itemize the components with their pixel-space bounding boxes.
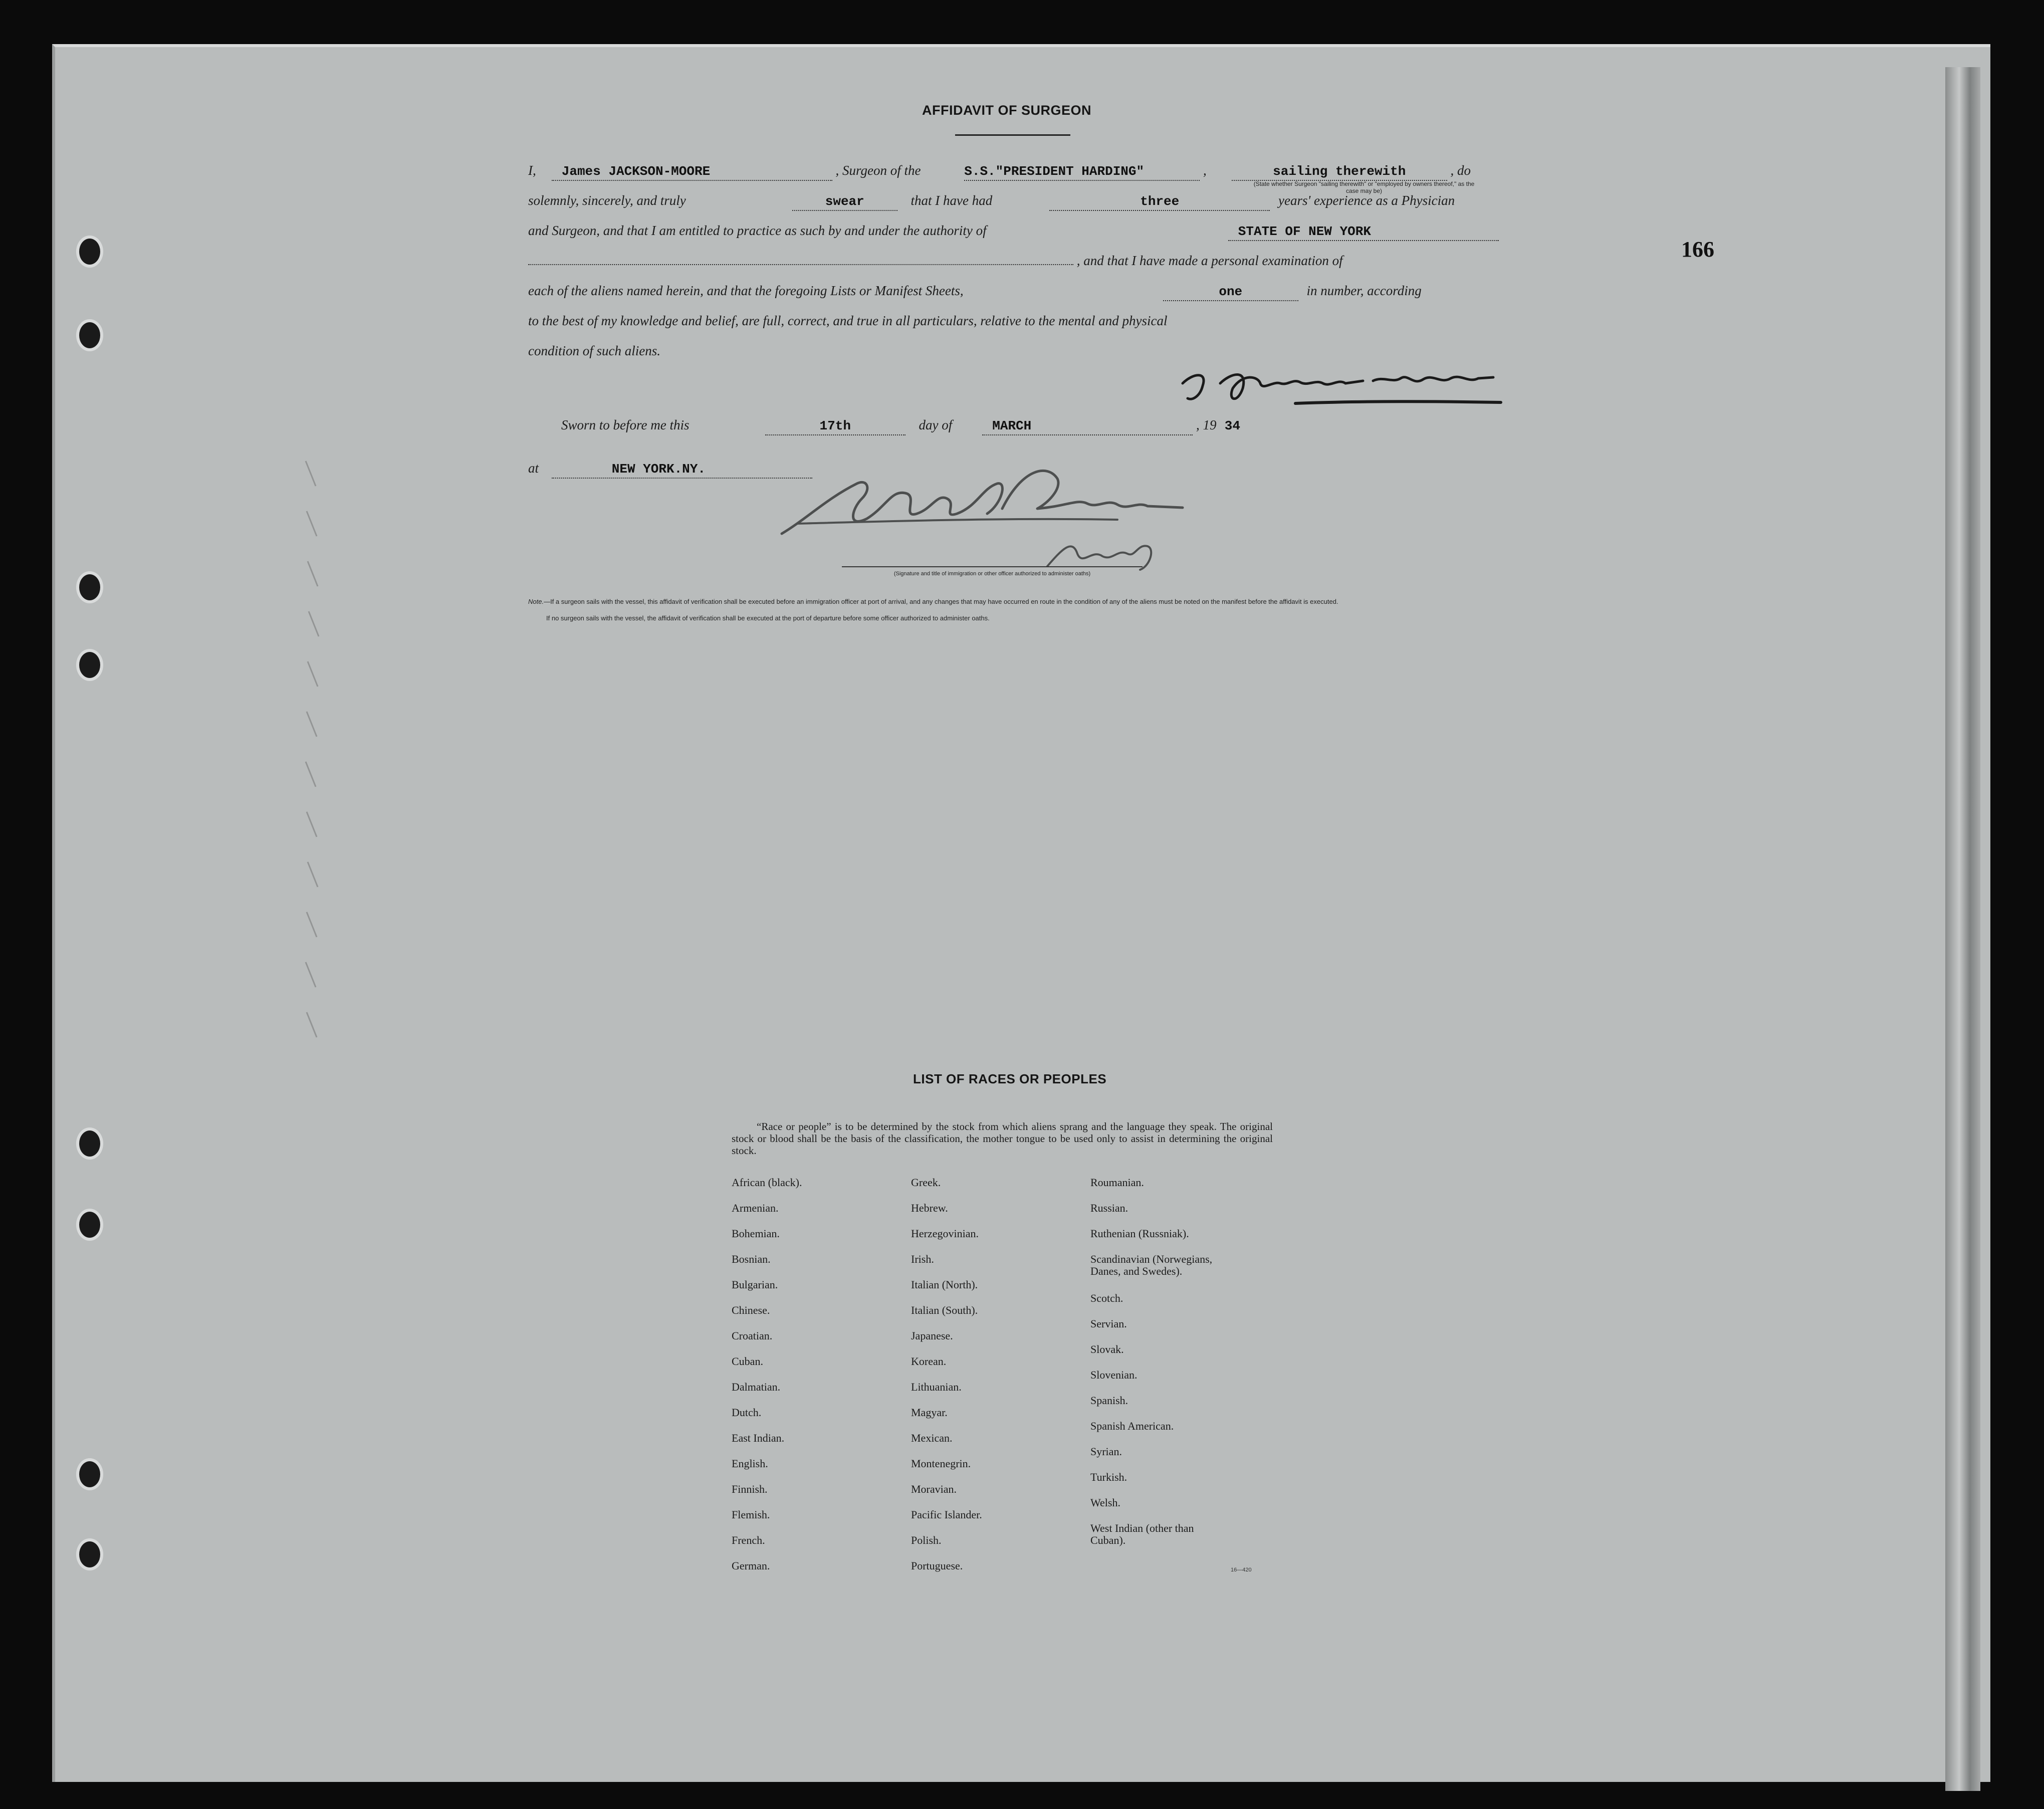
race-item: Scotch.: [1090, 1292, 1123, 1304]
affidavit-line-4: [528, 250, 1495, 272]
sheet-count-field: one: [1163, 283, 1298, 301]
race-item: Dutch.: [732, 1406, 762, 1419]
sworn-month-field: MARCH: [982, 417, 1193, 435]
authority-continuation-field: [528, 264, 1073, 265]
years-experience-field: three: [1049, 193, 1270, 211]
race-item: Turkish.: [1090, 1471, 1127, 1483]
officer-caption: (Signature and title of immigration or other officer authorized to administer oaths): [893, 571, 1091, 577]
line-text: solemnly, sincerely, and truly: [528, 193, 686, 208]
race-item: Chinese.: [732, 1304, 770, 1316]
race-item: Japanese.: [911, 1329, 953, 1342]
note-surgeon-sails: [528, 598, 1495, 605]
surgeon-signature: [1173, 353, 1508, 413]
line-text: condition of such aliens.: [528, 343, 660, 358]
manifest-page: [52, 44, 1990, 1782]
surgeon-name-field: James JACKSON-MOORE: [552, 163, 832, 181]
line-text: that I have had: [911, 193, 993, 208]
race-item: Italian (North).: [911, 1278, 978, 1291]
line-text: at: [528, 461, 539, 476]
binder-hole: [76, 571, 103, 603]
line-text: years' experience as a Physician: [1278, 193, 1455, 208]
note-label: Note.: [528, 598, 544, 605]
race-item: Greek.: [911, 1176, 941, 1189]
race-item: East Indian.: [732, 1432, 785, 1444]
note-no-surgeon: If no surgeon sails with the vessel, the affidavit of verification shall be executed at the port of departure before some officer authorized to administer oaths.: [546, 614, 990, 622]
affidavit-line-1: [528, 159, 1495, 181]
line-text: ,: [1203, 163, 1207, 178]
race-item: Roumanian.: [1090, 1176, 1144, 1189]
sworn-day-field: 17th: [765, 417, 905, 435]
race-item: Irish.: [911, 1253, 934, 1265]
scratch-marks: [296, 451, 341, 1102]
race-item: Slovak.: [1090, 1343, 1124, 1355]
race-item: Polish.: [911, 1534, 942, 1546]
affidavit-line-3: [528, 219, 1495, 242]
title-underline: [955, 134, 1070, 136]
line-text: to the best of my knowledge and belief, are full, correct, and true in all particulars, relative to the mental and physical: [528, 313, 1168, 328]
race-item: Armenian.: [732, 1202, 779, 1214]
page-edge: [1945, 67, 1980, 1791]
race-item: Bulgarian.: [732, 1278, 778, 1291]
race-item: Magyar.: [911, 1406, 948, 1419]
race-item: Mexican.: [911, 1432, 953, 1444]
races-column-3: [1090, 1177, 1212, 1561]
vessel-name-field: S.S."PRESIDENT HARDING": [964, 163, 1200, 181]
race-item: African (black).: [732, 1176, 802, 1189]
race-item: Korean.: [911, 1355, 947, 1368]
line-text: , 19: [1196, 417, 1217, 432]
oath-type-field: swear: [792, 193, 897, 211]
race-item: Herzegovinian.: [911, 1227, 979, 1240]
races-column-2: [911, 1177, 982, 1586]
race-item: Syrian.: [1090, 1445, 1122, 1458]
race-item: Dalmatian.: [732, 1381, 781, 1393]
race-item: Montenegrin.: [911, 1457, 971, 1470]
place-field: NEW YORK.NY.: [552, 461, 812, 479]
binder-hole: [76, 1538, 103, 1570]
race-item: Ruthenian (Russniak).: [1090, 1227, 1189, 1240]
races-intro: “Race or people” is to be determined by the stock from which aliens sprang and the language they speak. The original stock or blood shall be the basis of the classification, the mother tongue to be used only to assist in determining the original stock.: [732, 1120, 1273, 1157]
race-item: West Indian (other than Cuban).: [1090, 1522, 1194, 1546]
race-item: Pacific Islander.: [911, 1508, 982, 1521]
line-text: Sworn to before me this: [561, 417, 690, 432]
authority-field: STATE OF NEW YORK: [1228, 223, 1499, 241]
race-item: French.: [732, 1534, 765, 1546]
officer-signature: [767, 459, 1208, 579]
race-item: Slovenian.: [1090, 1369, 1138, 1381]
sworn-year-field: 34: [1224, 418, 1240, 433]
race-item: Portuguese.: [911, 1559, 963, 1572]
line-text: and Surgeon, and that I am entitled to practice as such by and under the authority of: [528, 223, 987, 238]
line-text: , and that I have made a personal examination of: [1076, 253, 1343, 268]
note-text: —If a surgeon sails with the vessel, this affidavit of verification shall be executed before an immigration officer at port of arrival, and any changes that may have occurred en route in the condition of any of the aliens must be noted on the manifest before the affidavit is executed.: [544, 598, 1338, 605]
race-item: Flemish.: [732, 1508, 770, 1521]
affidavit-line-6: [528, 310, 1495, 332]
surgeon-status-field: sailing therewith: [1232, 163, 1447, 181]
line-text: in number, according: [1306, 283, 1422, 298]
race-item: Cuban.: [732, 1355, 763, 1368]
race-item: Croatian.: [732, 1329, 773, 1342]
line-text: , do: [1450, 163, 1471, 178]
race-item: Finnish.: [732, 1483, 768, 1495]
binder-hole: [76, 236, 103, 268]
race-item: Lithuanian.: [911, 1381, 962, 1393]
race-item: English.: [732, 1457, 768, 1470]
affidavit-line-5: [528, 280, 1495, 302]
page-number: 166: [1681, 237, 1714, 262]
race-item: Bosnian.: [732, 1253, 771, 1265]
race-item: Bohemian.: [732, 1227, 780, 1240]
races-title: LIST OF RACES OR PEOPLES: [913, 1071, 1107, 1086]
binder-hole: [76, 319, 103, 351]
line-text: , Surgeon of the: [835, 163, 921, 178]
form-code: 16—420: [1231, 1567, 1252, 1573]
binder-hole: [76, 1127, 103, 1160]
races-column-1: [732, 1177, 802, 1586]
line-text: I,: [528, 163, 536, 178]
binder-hole: [76, 1209, 103, 1241]
affidavit-title: AFFIDAVIT OF SURGEON: [922, 103, 1091, 118]
race-item: Spanish American.: [1090, 1420, 1174, 1432]
line-text: each of the aliens named herein, and that the foregoing Lists or Manifest Sheets,: [528, 283, 964, 298]
race-item: German.: [732, 1559, 770, 1572]
race-item: Russian.: [1090, 1202, 1128, 1214]
sworn-line: [561, 414, 1528, 436]
race-item: Servian.: [1090, 1317, 1127, 1330]
race-item: Scandinavian (Norwegians, Danes, and Swedes).: [1090, 1253, 1213, 1277]
race-item: Italian (South).: [911, 1304, 978, 1316]
status-field-note: (State whether Surgeon "sailing therewith" or "employed by owners thereof," as the case may be): [1253, 180, 1475, 194]
officer-signature-line: [842, 566, 1143, 567]
race-item: Moravian.: [911, 1483, 957, 1495]
line-text: day of: [919, 417, 953, 432]
binder-hole: [76, 649, 103, 681]
binder-hole: [76, 1458, 103, 1490]
race-item: Welsh.: [1090, 1496, 1120, 1509]
affidavit-line-2: [528, 189, 1495, 211]
race-item: Spanish.: [1090, 1394, 1128, 1407]
race-item: Hebrew.: [911, 1202, 948, 1214]
